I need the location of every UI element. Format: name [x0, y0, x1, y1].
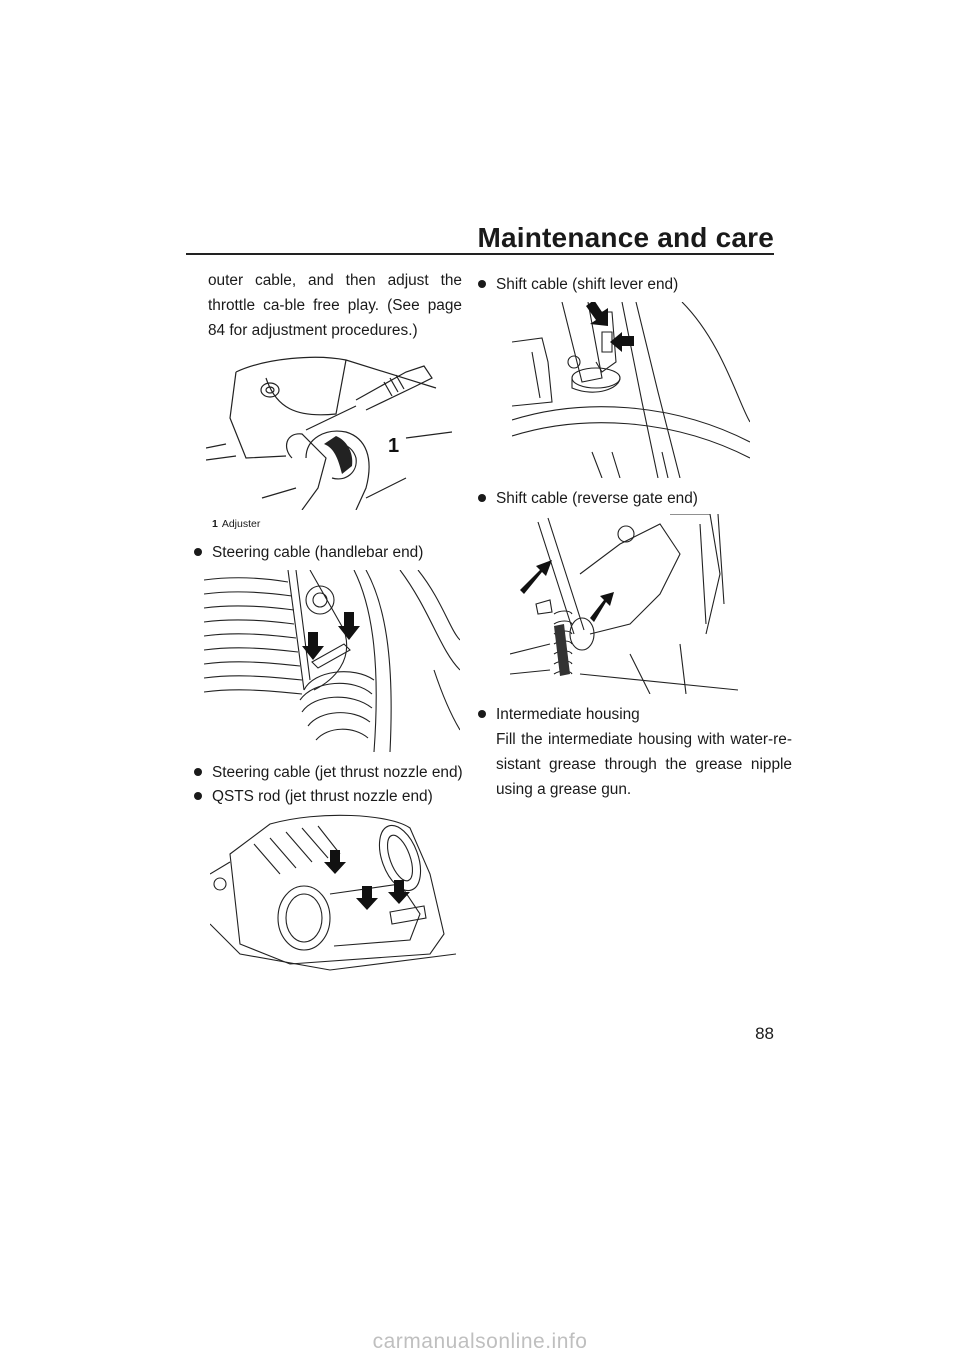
- bullet-steering-nozzle: [196, 760, 482, 785]
- bullet-dot: [478, 494, 486, 502]
- watermark: carmanualsonline.info: [372, 1330, 588, 1353]
- figure-throttle-adjuster: [206, 348, 452, 510]
- figure-reverse-gate: [510, 514, 738, 694]
- bullet-shift-reverse-text: Shift cable (reverse gate end): [496, 490, 698, 507]
- bullet-dot: [194, 792, 202, 800]
- figure1-caption: [212, 518, 260, 530]
- bullet-qsts: [196, 784, 482, 809]
- bullet-dot: [478, 280, 486, 288]
- bullet-steering-nozzle-text: Steering cable (jet thrust nozzle end): [212, 764, 463, 781]
- bullet-intermediate-text: Intermediate housing: [496, 706, 640, 723]
- arrow-icon: [338, 612, 360, 640]
- bullet-shift-lever: [480, 272, 792, 297]
- figure-shift-lever: [512, 302, 750, 478]
- intermediate-description: Fill the intermediate housing with water-re-sistant grease through the grease nipple using a grease gun.: [496, 731, 792, 798]
- bullet-dot: [478, 710, 486, 718]
- bullet-dot: [194, 548, 202, 556]
- bullet-steering-handlebar-text: Steering cable (handlebar end): [212, 544, 424, 561]
- arrow-icon: [388, 880, 410, 904]
- arrow-icon: [590, 592, 614, 622]
- bullet-shift-reverse: [480, 486, 792, 511]
- arrow-icon: [324, 850, 346, 874]
- caption-number: 1: [212, 518, 218, 530]
- header-rule: [186, 253, 774, 255]
- bullet-shift-lever-text: Shift cable (shift lever end): [496, 276, 679, 293]
- arrow-icon: [302, 632, 324, 660]
- bullet-dot: [194, 768, 202, 776]
- page-title: Maintenance and care: [477, 222, 774, 253]
- figure-jet-nozzle: [210, 814, 456, 974]
- throttle-adjuster-illustration: [206, 348, 452, 510]
- intro-paragraph: outer cable, and then adjust the throttle ca-ble free play. (See page 84 for adjustment procedures.): [208, 272, 462, 339]
- bullet-steering-handlebar: [196, 540, 482, 565]
- caption-text: Adjuster: [221, 518, 261, 530]
- left-column: [208, 268, 462, 343]
- arrow-icon: [520, 560, 552, 594]
- bullet-qsts-text: QSTS rod (jet thrust nozzle end): [212, 788, 433, 805]
- figure1-callout-label: 1: [388, 435, 400, 457]
- page-number: 88: [755, 1024, 774, 1043]
- arrow-icon: [586, 302, 608, 326]
- bullet-intermediate: [480, 702, 792, 802]
- figure-steering-handlebar: [204, 570, 460, 752]
